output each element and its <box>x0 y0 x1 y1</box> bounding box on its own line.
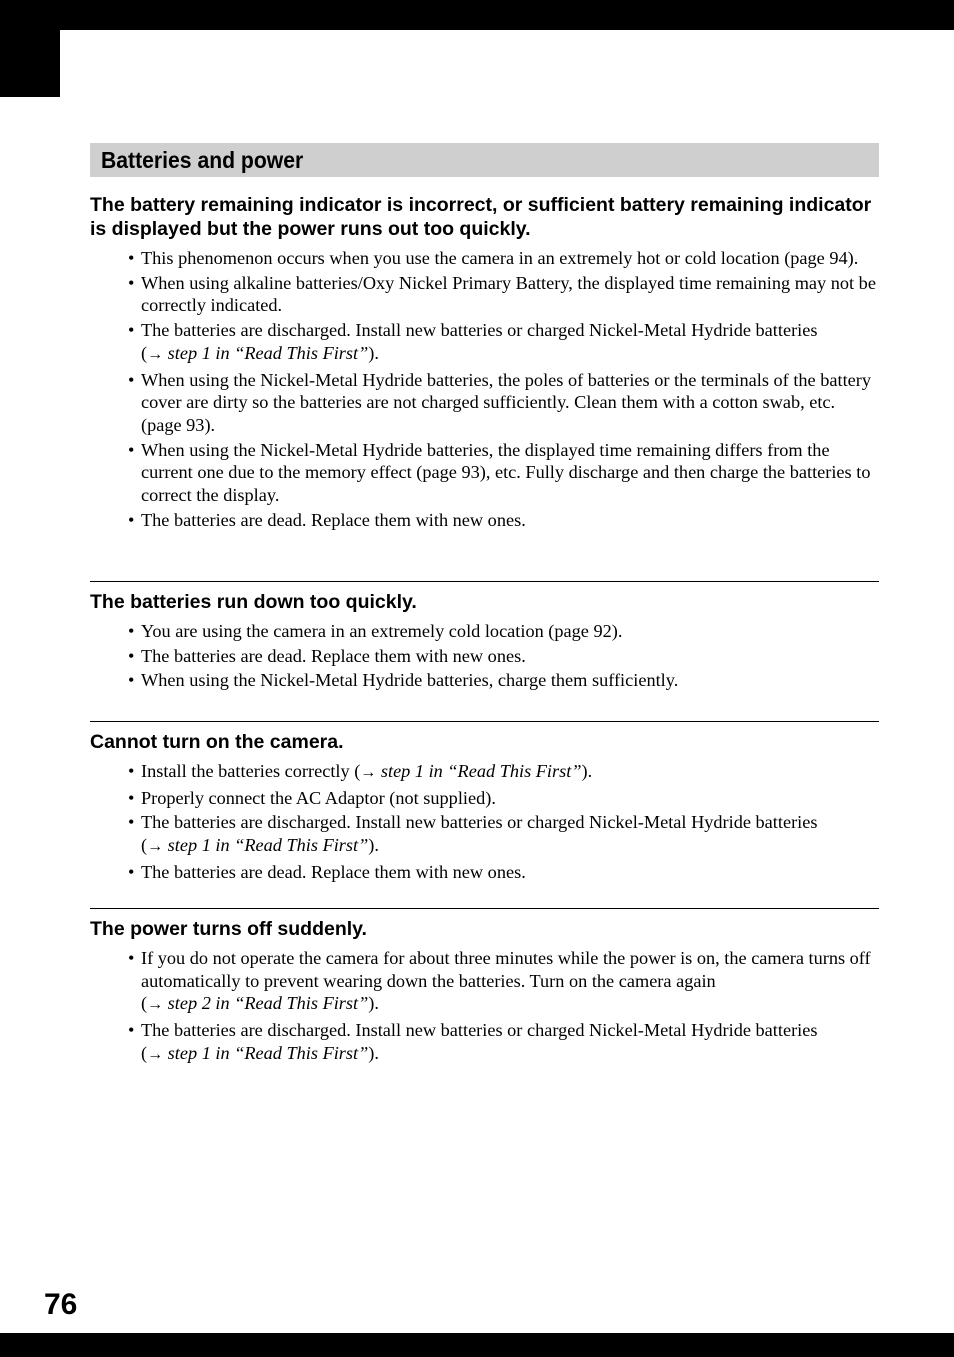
list-item <box>128 247 879 270</box>
bullet-list <box>90 760 879 884</box>
list-item <box>128 369 879 437</box>
bullet-icon: • <box>128 645 135 666</box>
list-item <box>128 645 879 668</box>
list-item: • The batteries are discharged. Install new batteries or charged Nickel-Metal Hydride batteries (→ step 1 in “Read This First”). <box>128 320 818 363</box>
list-item <box>128 439 879 507</box>
item-text: The batteries are discharged. Install new batteries or charged Nickel-Metal Hydride batteries <box>141 1020 818 1041</box>
bullet-icon: • <box>128 248 135 268</box>
arrow-right-icon: → <box>147 1045 164 1063</box>
item-text: The batteries are dead. Replace them with new ones. <box>141 645 526 666</box>
item-text: When using the Nickel-Metal Hydride batteries, charge them sufficiently. <box>141 670 679 691</box>
item-text: The batteries are dead. Replace them with new ones. <box>141 509 526 530</box>
topic-title: The batteries run down too quickly. <box>90 591 417 613</box>
item-text: The batteries are dead. Replace them with new ones. <box>141 861 526 882</box>
bullet-icon: • <box>128 670 135 691</box>
bullet-icon: • <box>128 787 135 808</box>
item-text: When using alkaline batteries/Oxy Nickel Primary Battery, the displayed time remaining may not be correctly indicated. <box>141 272 876 316</box>
bullet-icon: • <box>128 1020 135 1041</box>
list-item <box>128 272 879 317</box>
topic-batteries-run-down <box>90 581 879 694</box>
bullet-list <box>90 247 879 531</box>
topic-battery-indicator <box>90 193 879 533</box>
topic-title: The power turns off suddenly. <box>90 918 367 940</box>
list-item: • Install the batteries correctly (→ step 1 in “Read This First”). <box>128 761 593 781</box>
list-item: • The batteries are discharged. Install new batteries or charged Nickel-Metal Hydride batteries (→ step 1 in “Read This First”). <box>128 812 818 856</box>
list-item <box>128 669 879 692</box>
arrow-right-icon: → <box>147 838 164 856</box>
top-black-bar <box>0 0 954 30</box>
bullet-icon: • <box>128 272 135 293</box>
item-text: When using the Nickel-Metal Hydride batteries, the displayed time remaining differs from the current one due to the memory effect (page 93), etc. Fully discharge and then charge the batteries to correct the display. <box>141 439 871 506</box>
cross-reference: step 1 in “Read This First” <box>380 761 582 781</box>
section-title: Batteries and power <box>101 147 304 173</box>
bullet-icon: • <box>128 861 135 882</box>
page-number: 76 <box>44 1288 78 1321</box>
cross-reference: step 1 in “Read This First” <box>167 1042 369 1063</box>
item-text: This phenomenon occurs when you use the camera in an extremely hot or cold location (page 94). <box>141 248 859 268</box>
topic-cannot-turn-on <box>90 721 879 886</box>
bullet-list <box>90 947 879 1067</box>
topic-title: Cannot turn on the camera. <box>90 731 344 753</box>
list-item <box>128 861 879 884</box>
topic-title: The battery remaining indicator is incorrect, or sufficient battery remaining indicator is displayed but the power runs out too quickly. <box>90 194 872 240</box>
item-text: The batteries are discharged. Install new batteries or charged Nickel-Metal Hydride batteries <box>141 320 818 341</box>
corner-tab-marker <box>0 0 60 97</box>
cross-reference: step 1 in “Read This First” <box>167 342 369 363</box>
bullet-icon: • <box>128 439 135 460</box>
list-item: • The batteries are discharged. Install new batteries or charged Nickel-Metal Hydride batteries (→ step 1 in “Read This First”). <box>128 1020 818 1063</box>
item-text: You are using the camera in an extremely cold location (page 92). <box>141 621 623 641</box>
item-text: If you do not operate the camera for about three minutes while the power is on, the camera turns off automatically to prevent wearing down the batteries. Turn on the camera again <box>141 948 871 991</box>
bottom-black-bar <box>0 1333 954 1357</box>
bullet-icon: • <box>128 320 135 341</box>
item-text: The batteries are discharged. Install new batteries or charged Nickel-Metal Hydride batteries <box>141 812 818 833</box>
item-text: When using the Nickel-Metal Hydride batteries, the poles of batteries or the terminals of the battery cover are dirty so the batteries are not charged sufficiently. Clean them with a cotton swab, etc. (page 93). <box>141 369 871 435</box>
item-text: Properly connect the AC Adaptor (not supplied). <box>141 787 496 808</box>
bullet-icon: • <box>128 621 135 641</box>
cross-reference: step 2 in “Read This First” <box>167 993 369 1014</box>
arrow-right-icon: → <box>360 764 377 781</box>
list-item <box>128 509 879 532</box>
arrow-right-icon: → <box>147 996 164 1014</box>
arrow-right-icon: → <box>147 345 164 363</box>
list-item <box>128 787 879 810</box>
list-item: • If you do not operate the camera for about three minutes while the power is on, the camera turns off automatically to prevent wearing down the batteries. Turn on the camera again (→ step 2 in “Read This First”). <box>128 948 871 1014</box>
bullet-icon: • <box>128 948 135 968</box>
bullet-icon: • <box>128 812 135 833</box>
bullet-list <box>90 620 879 692</box>
item-text: Install the batteries correctly <box>141 761 350 781</box>
section-header <box>90 143 879 177</box>
bullet-icon: • <box>128 369 135 390</box>
bullet-icon: • <box>128 761 135 781</box>
topic-power-turns-off <box>90 908 879 1069</box>
cross-reference: step 1 in “Read This First” <box>167 835 369 856</box>
list-item <box>128 620 879 643</box>
bullet-icon: • <box>128 509 135 530</box>
